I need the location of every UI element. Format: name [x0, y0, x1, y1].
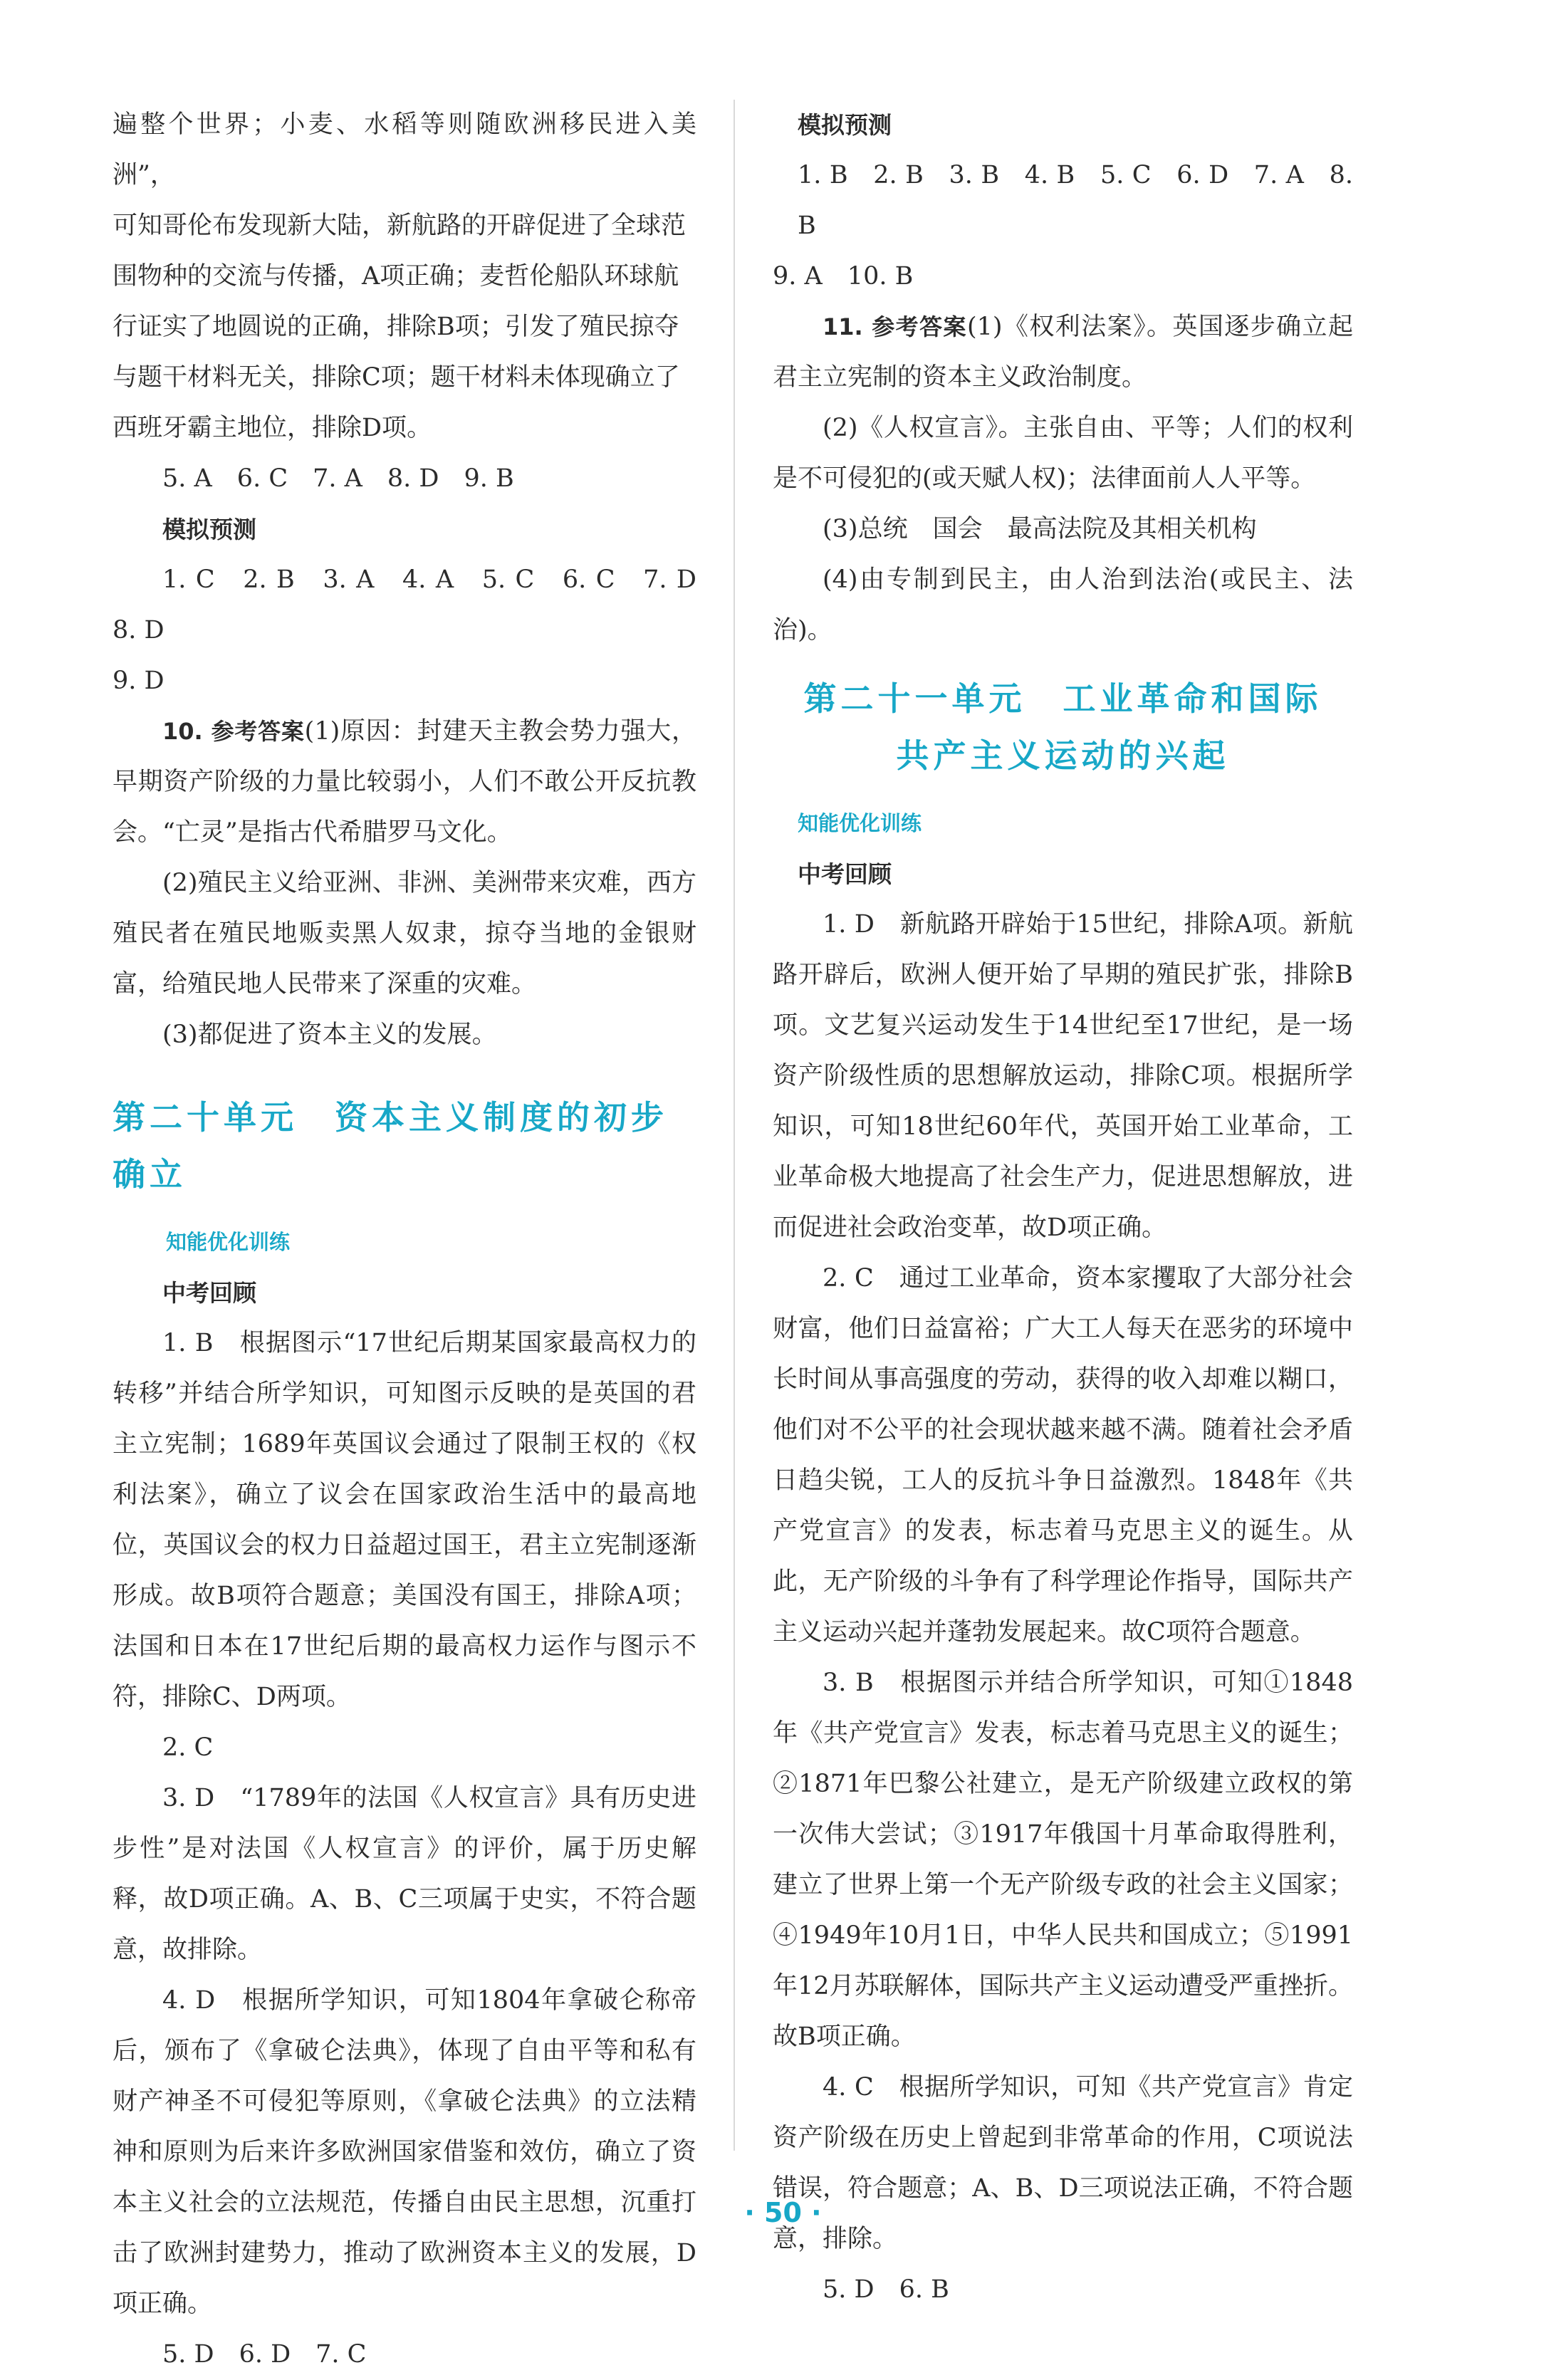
page-number: · 50 · — [744, 2197, 822, 2228]
left-answers-5-9: 5. A 6. C 7. A 8. D 9. B — [162, 464, 514, 493]
left-p1-line6: 西班牙霸主地位，排除D项。 — [113, 414, 432, 442]
right-q4: 4. C 根据所学知识，可知《共产党宣言》肯定资产阶级在历史上曾起到非常革命的作用，C项说法错误，符合题意；A、B、D三项说法正确，不符合题意，排除。 — [773, 2073, 1353, 2253]
right-zhineng-heading: 知能优化训练 — [798, 811, 922, 835]
right-q11-p2: (2)《人权宣言》。主张自由、平等；人们的权利是不可侵犯的(或天赋人权)；法律面前人人平等。 — [773, 414, 1353, 493]
left-q1: 1. B 根据图示“17世纪后期某国家最高权力的转移”并结合所学知识，可知图示反映的是英国的君主立宪制；1689年英国议会通过了限制王权的《权利法案》，确立了议会在国家政治生活中的最高地位，英国议会的权力日益超过国王，君主立宪制逐渐形成。故B项符合题意；美国没有国王，排除A项；法国和日本在17世纪后期的最高权力运作与图示不符，排除C、D两项。 — [113, 1329, 696, 1711]
q11-label: 11. 参考答案 — [823, 313, 967, 340]
left-column — [113, 100, 722, 2380]
left-q10-p3: (3)都促进了资本主义的发展。 — [162, 1021, 497, 1049]
left-p1-line3: 围物种的交流与传播，A项正确；麦哲伦船队环球航 — [113, 262, 679, 291]
q10-label: 10. 参考答案 — [162, 718, 305, 745]
left-zhineng-heading: 知能优化训练 — [166, 1230, 291, 1254]
left-q4: 4. D 根据所学知识，可知1804年拿破仑称帝后，颁布了《拿破仑法典》，体现了自由平等和私有财产神圣不可侵犯等原则，《拿破仑法典》的立法精神和原则为后来许多欧洲国家借鉴和效仿，确立了资本主义社会的立法规范，传播自由民主思想，沉重打击了欧洲封建势力，推动了欧洲资本主义的发展，D项正确。 — [113, 1986, 696, 2318]
right-q1: 1. D 新航路开辟始于15世纪，排除A项。新航路开辟后，欧洲人便开始了早期的殖民扩张，排除B项。文艺复兴运动发生于14世纪至17世纪，是一场资产阶级性质的思想解放运动，排除C项。根据所学知识，可知18世纪60年代，英国开始工业革命，工业革命极大地提高了社会生产力，促进思想解放，进而促进社会政治变革，故D项正确。 — [773, 910, 1353, 1242]
column-divider — [734, 100, 735, 2151]
left-zhongkao-label: 中考回顾 — [162, 1279, 256, 1307]
right-q3: 3. B 根据图示并结合所学知识，可知①1848年《共产党宣言》发表，标志着马克思主义的诞生；②1871年巴黎公社建立，是无产阶级建立政权的第一次伟大尝试；③1917年俄国十月革命取得胜利，建立了世界上第一个无产阶级专政的社会主义国家；④1949年10月1日，中华人民共和国成立；⑤1991年12月苏联解体，国际共产主义运动遭受严重挫折。故B项正确。 — [773, 1669, 1353, 2051]
right-answers-5-6: 5. D 6. B — [823, 2275, 949, 2304]
left-q3: 3. D “1789年的法国《人权宣言》具有历史进步性”是对法国《人权宣言》的评价，属于历史解释，故D项正确。A、B、C三项属于史实，不符合题意，故排除。 — [113, 1784, 696, 1964]
left-p1-line5: 与题干材料无关，排除C项；题干材料未体现确立了 — [113, 363, 680, 392]
right-q11-p4: (4)由专制到民主，由人治到法治(或民主、法治)。 — [773, 565, 1353, 644]
left-p1-line4: 行证实了地圆说的正确，排除B项；引发了殖民掠夺 — [113, 313, 679, 341]
unit20-heading: 第二十单元 资本主义制度的初步确立 — [113, 1098, 668, 1194]
right-column — [773, 100, 1353, 2315]
right-mock-answers-line1: 1. B 2. B 3. B 4. B 5. C 6. D 7. A 8. B — [798, 161, 1353, 240]
q11-text: (1)《权利法案》。英国逐步确立起君主立宪制的资本主义政治制度。 — [773, 313, 1353, 392]
right-q2: 2. C 通过工业革命，资本家攫取了大部分社会财富，他们日益富裕；广大工人每天在恶劣的环境中长时间从事高强度的劳动，获得的收入却难以糊口，他们对不公平的社会现状越来越不满。随着社会矛盾日趋尖锐，工人的反抗斗争日益激烈。1848年《共产党宣言》的发表，标志着马克思主义的诞生。从此，无产阶级的斗争有了科学理论作指导，国际共产主义运动兴起并蓬勃发展起来。故C项符合题意。 — [773, 1264, 1353, 1646]
right-q11-p1 — [773, 302, 1353, 403]
left-p1-line2: 可知哥伦布发现新大陆，新航路的开辟促进了全球范 — [113, 212, 687, 240]
right-zhongkao-label: 中考回顾 — [798, 860, 892, 888]
right-mock-label: 模拟预测 — [798, 111, 892, 139]
right-q11-p3: (3)总统 国会 最高法院及其相关机构 — [823, 515, 1257, 543]
unit21-heading-line2: 共产主义运动的兴起 — [896, 736, 1230, 775]
left-mock-label: 模拟预测 — [162, 516, 256, 543]
q10-text: (1)原因：封建天主教会势力强大，早期资产阶级的力量比较弱小，人们不敢公开反抗教会。“亡灵”是指古代希腊罗马文化。 — [113, 717, 696, 847]
left-mock-answers-line2: 9. D — [113, 667, 165, 695]
unit21-heading — [773, 670, 1353, 784]
left-mock-answers-line1: 1. C 2. B 3. A 4. A 5. C 6. C 7. D 8. D — [113, 565, 722, 644]
unit21-heading-line1: 第二十一单元 工业革命和国际 — [803, 679, 1322, 718]
right-mock-answers-line2: 9. A 10. B — [773, 262, 914, 291]
left-answers-5-7: 5. D 6. D 7. C — [162, 2340, 367, 2369]
left-q10-p2: (2)殖民主义给亚洲、非洲、美洲带来灾难，西方殖民者在殖民地贩卖黑人奴隶，掠夺当地的金银财富，给殖民地人民带来了深重的灾难。 — [113, 869, 696, 998]
left-q2: 2. C — [162, 1733, 214, 1762]
left-p1-line1: 遍整个世界；小麦、水稻等则随欧洲移民进入美洲”， — [113, 110, 696, 189]
left-q10-p1 — [113, 706, 696, 858]
